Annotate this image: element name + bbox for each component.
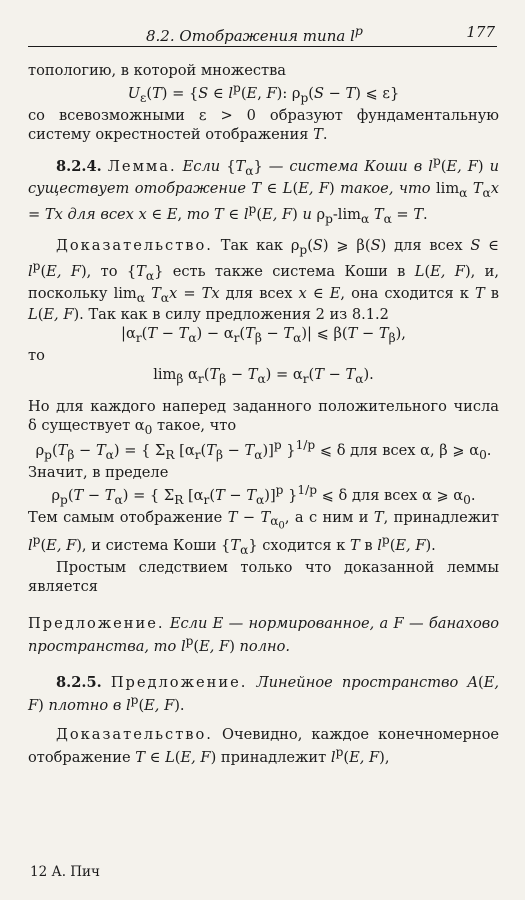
paragraph-in-limit: Значит, в пределе — [28, 464, 169, 482]
running-header — [28, 18, 497, 47]
proof-lemma: Доказательство. Так как $\rho_p(S)$ ⩾ β(S) для всех S ∈ $l^p(E$, F), то $\{T_\alpha\}$ есть также система Коши в L(E, F), и, поскольку $\lim_\alpha T_\alpha x = Tx$ для всех x ∈ E, она сходится к T в L(E, F). Так как в силу предложения 2 из 8.1.2 — [28, 237, 500, 324]
proposition-number: 8.2.5. — [56, 674, 102, 692]
lemma-number: 8.2.4. — [56, 158, 102, 176]
equation-limit-norm: $\rho_p(T - T_\alpha)$ = { $\Sigma_R$ $[\alpha_r(T - T_\alpha)]^p$ }$^{1/p}$ ⩽ δ для всех α ⩾ $\alpha_0$. — [51, 482, 476, 507]
signature-mark: 12 А. Пич — [30, 864, 100, 880]
proposition-completeness: Предложение. Если E — нормированное, а F — банахово пространства, то $l^p(E$, F) полно. — [28, 614, 500, 655]
word-to: то — [28, 347, 45, 365]
proposition-8-2-5: 8.2.5. Предложение. Линейное пространство A(E, F) плотно в $l^p(E$, F). — [28, 674, 499, 715]
paragraph-delta: Но для каждого наперед заданного положительного числа δ существует $\alpha_0$ такое, что — [28, 397, 499, 437]
paragraph-conclusion: Тем самым отображение $T - T_{\alpha_0}$, а с ним и T, принадлежит $l^p(E$, F), и система Коши $\{T_\alpha\}$ сходится к T в $l^p(E$, F). — [28, 508, 499, 557]
equation-neighborhood: $U_\varepsilon(T) = \{S$ ∈ $l^p(E$, F): $\rho_p(S - T)$ ⩽ ε} — [127, 80, 400, 105]
equation-inequality: $|\alpha_r(T - T_\alpha) - \alpha_r(T_\beta - T_\alpha)|$ ⩽ $\beta(T - T_\beta)$, — [121, 325, 406, 346]
proposition-word: Предложение. — [28, 614, 165, 632]
paragraph-neighborhood-system: со всевозможными ε > 0 образуют фундаментальную систему окрестностей отображения T. — [28, 106, 499, 143]
page-number: 177 — [466, 23, 495, 41]
proof-density: Доказательство. Очевидно, каждое конечномерное отображение T ∈ L(E, F) принадлежит $l^p(E$, F), — [28, 726, 499, 766]
paragraph-topology: топологию, в которой множества — [28, 62, 286, 79]
running-title: 8.2. Отображения типа $l^p$ — [146, 23, 363, 45]
equation-limit: $\lim_\beta \alpha_r(T_\beta - T_\alpha) = \alpha_r(T - T_\alpha)$. — [153, 366, 374, 386]
equation-cauchy-norm: $\rho_p(T_\beta - T_\alpha)$ = { $\Sigma_R$ $[\alpha_r(T_\beta - T_\alpha)]^p$ }$^{1/p}$ ⩽ δ для всех α, β ⩾ $\alpha_0$. — [35, 438, 492, 463]
lemma-8-2-4: 8.2.4. Лемма. Если $\{T_\alpha\}$ — система Коши в $l^p(E$, F) и существует отображение T ∈ L(E, F) такое, что $\lim_\alpha T_\alpha x = Tx$ для всех x ∈ E, то T ∈ $l^p(E$, F) и $\rho_p-\lim_\alpha$ $T_\alpha = T$. — [28, 154, 500, 226]
paragraph-corollary: Простым следствием только что доказанной леммы является — [28, 558, 499, 595]
page-content — [28, 62, 499, 768]
